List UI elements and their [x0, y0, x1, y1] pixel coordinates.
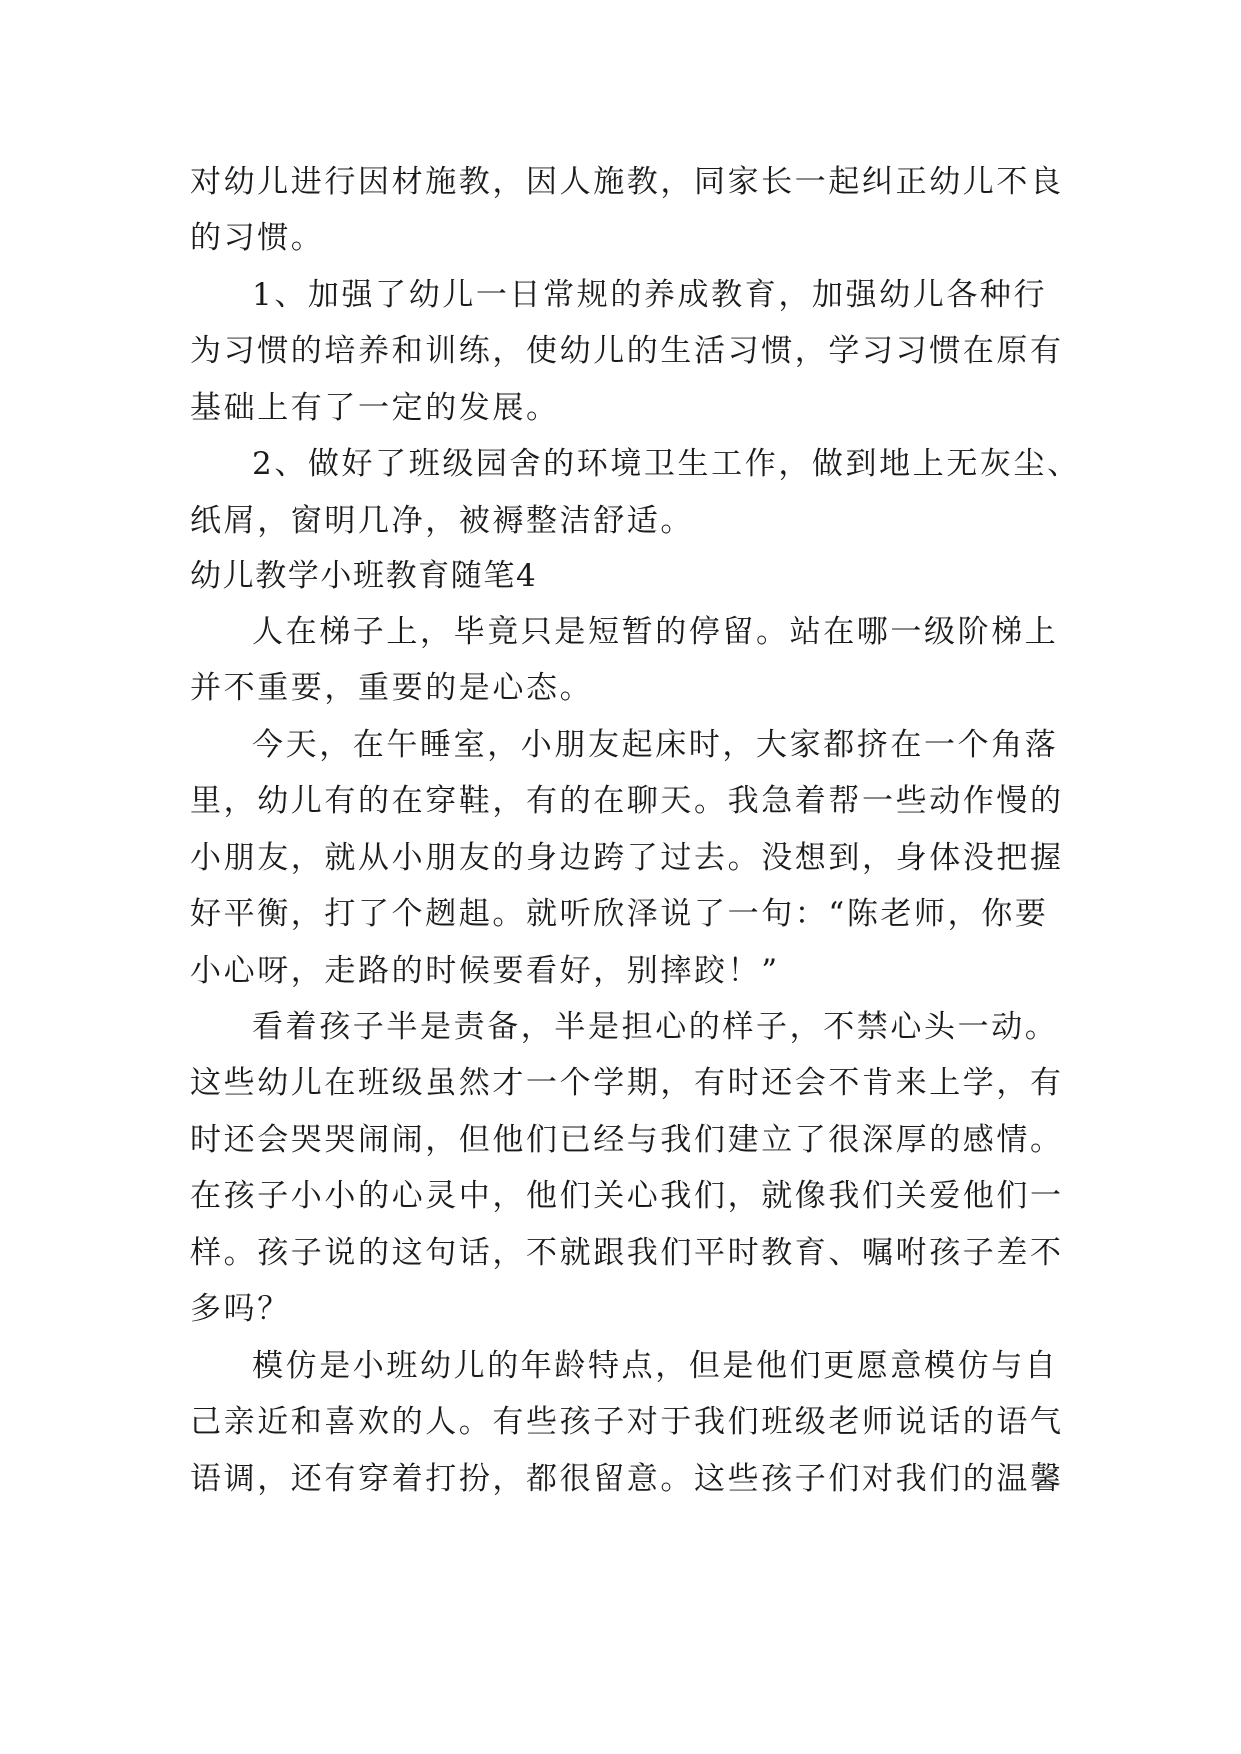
paragraph-line: 小心呀，走路的时候要看好，别摔跤！” — [190, 953, 780, 989]
paragraph-line: 看着孩子半是责备，半是担心的样子，不禁心头一动。 — [252, 1009, 1059, 1045]
paragraph-line: 好平衡，打了个趔趄。就听欣泽说了一句：“陈老师，你要 — [190, 896, 1049, 932]
paragraph-line: 这些幼儿在班级虽然才一个学期，有时还会不肯来上学，有 — [190, 1065, 1064, 1101]
paragraph-line: 并不重要，重要的是心态。 — [190, 670, 594, 706]
paragraph-line: 基础上有了一定的发展。 — [190, 390, 560, 426]
paragraph-line: 多吗？ — [190, 1291, 291, 1327]
paragraph-line: 对幼儿进行因材施教，因人施教，同家长一起纠正幼儿不良 — [190, 164, 1064, 200]
paragraph-line: 己亲近和喜欢的人。有些孩子对于我们班级老师说话的语气 — [190, 1404, 1064, 1440]
paragraph-line: 模仿是小班幼儿的年龄特点，但是他们更愿意模仿与自 — [252, 1348, 1059, 1384]
section-heading: 幼儿教学小班教育随笔4 — [190, 558, 538, 594]
paragraph-line: 1、加强了幼儿一日常规的养成教育，加强幼儿各种行 — [252, 277, 1048, 313]
paragraph-line: 语调，还有穿着打扮，都很留意。这些孩子们对我们的温馨 — [190, 1461, 1064, 1497]
paragraph-line: 人在梯子上，毕竟只是短暂的停留。站在哪一级阶梯上 — [252, 614, 1059, 650]
paragraph-line: 小朋友，就从小朋友的身边跨了过去。没想到，身体没把握 — [190, 840, 1064, 876]
paragraph-line: 纸屑，窗明几净，被褥整洁舒适。 — [190, 503, 694, 539]
paragraph-line: 2、做好了班级园舍的环境卫生工作，做到地上无灰尘、 — [252, 446, 1081, 482]
paragraph-line: 里，幼儿有的在穿鞋，有的在聊天。我急着帮一些动作慢的 — [190, 783, 1064, 819]
paragraph-line: 时还会哭哭闹闹，但他们已经与我们建立了很深厚的感情。 — [190, 1122, 1064, 1158]
paragraph-line: 为习惯的培养和训练，使幼儿的生活习惯，学习习惯在原有 — [190, 333, 1064, 369]
paragraph-line: 今天，在午睡室，小朋友起床时，大家都挤在一个角落 — [252, 727, 1059, 763]
paragraph-line: 的习惯。 — [190, 220, 325, 256]
paragraph-line: 在孩子小小的心灵中，他们关心我们，就像我们关爱他们一 — [190, 1178, 1064, 1214]
paragraph-line: 样。孩子说的这句话，不就跟我们平时教育、嘱咐孩子差不 — [190, 1235, 1064, 1271]
